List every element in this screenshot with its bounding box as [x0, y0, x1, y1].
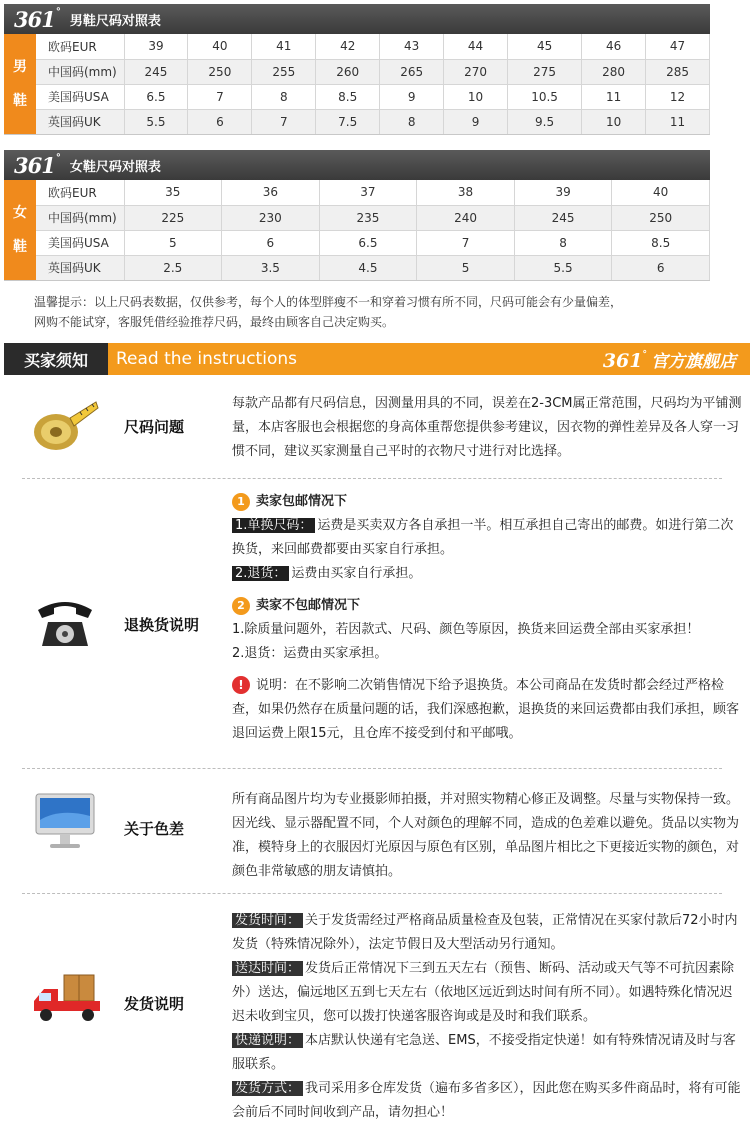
number-badge: 1: [232, 493, 250, 511]
size-tip: [34, 292, 724, 332]
size-row: [36, 34, 710, 59]
size-cell: 6: [188, 109, 252, 134]
size-cell: 225: [124, 205, 222, 230]
size-cell: 3.5: [222, 255, 320, 280]
size-cell: 260: [316, 59, 380, 84]
size-cell: 11: [582, 84, 646, 109]
divider: [22, 478, 722, 479]
color-notice-title: 关于色差: [124, 820, 185, 838]
size-cell: 35: [124, 180, 222, 205]
size-cell: 250: [612, 205, 710, 230]
size-cell: 230: [222, 205, 320, 230]
no-free-rule-1: 1.除质量问题外，若因款式、尺码、颜色等原因，换货来回运费全部由买家承担！: [232, 622, 700, 637]
size-cell: 36: [222, 180, 320, 205]
size-row-label: 英国码UK: [36, 109, 124, 134]
size-cell: 43: [380, 34, 444, 59]
size-cell: 7: [252, 109, 316, 134]
ship-time: 发货时间： 关于发货需经过严格商品质量检查及包装，正常情况在买家付款后72小时内发货（特殊情况除外），法定节假日及大型活动另行通知。: [232, 913, 738, 952]
size-cell: 7: [417, 230, 515, 255]
return-notice-text: [232, 490, 742, 746]
delivery-time: 送达时间： 发货后正常情况下三到五天左右（预售、断码、活动或天气等不可抗因素除外）送达，偏远地区五到七天左右（依地区远近到达时间有所不同）。如遇特殊化情况迟迟未收到宝贝，您可以拨打快递客服咨询或是及时和我们联系。: [232, 961, 735, 1024]
women-size-section: [4, 150, 710, 281]
size-row-label: 中国码(mm): [36, 59, 124, 84]
size-notice-text: 每款产品都有尺码信息，因测量用具的不同，误差在2-3CM属正常范围，尺码均为平铺测量，本店客服也会根据您的身高体重帮您提供参考建议，因衣物的弹性差异及各人穿一习惯不同，建议买家测量自己平时的衣物尺寸进行对比选择。: [232, 396, 742, 459]
size-cell: 270: [444, 59, 508, 84]
size-cell: 8.5: [316, 84, 380, 109]
size-row: [36, 59, 710, 84]
size-cell: 12: [646, 84, 710, 109]
size-cell: 38: [417, 180, 515, 205]
number-badge: 2: [232, 597, 250, 615]
men-size-section: [4, 4, 710, 135]
courier-note: 快递说明： 本店默认快递有宅急送、EMS，不接受指定快递！如有特殊情况请及时与客服联系。: [232, 1033, 736, 1072]
ship-method: 发货方式： 我司采用多仓库发货（遍布多省多区），因此您在购买多件商品时，将有可能会前后不同时间收到产品，请勿担心！: [232, 1081, 741, 1120]
size-row-label: 美国码USA: [36, 230, 124, 255]
size-row-label: 英国码UK: [36, 255, 124, 280]
men-gender-label: 男 鞋: [4, 34, 36, 134]
return-notice-title: 退换货说明: [124, 616, 200, 634]
size-cell: 39: [514, 180, 612, 205]
size-cell: 285: [646, 59, 710, 84]
women-size-title: 女鞋尺码对照表: [69, 159, 161, 175]
return-note: ! 说明：在不影响二次销售情况下给予退换货。本公司商品在发货时都会经过严格检查，如果仍然存在质量问题的话，我们深感抱歉，退换货的来回运费都由我们承担，顾客退回运费上限15元，且仓库不接受到付和平邮哦。: [232, 678, 740, 741]
size-row: [36, 84, 710, 109]
size-cell: 40: [612, 180, 710, 205]
size-row: [36, 205, 710, 230]
telephone-icon: [30, 592, 100, 654]
size-cell: 5.5: [124, 109, 188, 134]
size-cell: 8.5: [612, 230, 710, 255]
size-row: [36, 230, 710, 255]
size-cell: 275: [508, 59, 582, 84]
women-gender-label: 女 鞋: [4, 180, 36, 280]
size-cell: 7: [188, 84, 252, 109]
size-row: [36, 255, 710, 280]
size-cell: 39: [124, 34, 188, 59]
size-cell: 10.5: [508, 84, 582, 109]
return-rule: 2.退货： 运费由买家自行承担。: [232, 562, 742, 586]
size-cell: 11: [646, 109, 710, 134]
ship-notice-text: [232, 909, 742, 1125]
size-cell: 245: [124, 59, 188, 84]
size-cell: 6.5: [319, 230, 417, 255]
size-cell: 2.5: [124, 255, 222, 280]
size-cell: 37: [319, 180, 417, 205]
size-cell: 8: [514, 230, 612, 255]
size-cell: 240: [417, 205, 515, 230]
size-cell: 5: [124, 230, 222, 255]
size-cell: 265: [380, 59, 444, 84]
size-cell: 40: [188, 34, 252, 59]
size-cell: 9.5: [508, 109, 582, 134]
no-free-rule-2: 2.退货：运费由买家承担。: [232, 646, 388, 661]
banner-subtitle: Read the instructions: [116, 349, 297, 369]
size-cell: 255: [252, 59, 316, 84]
size-cell: 9: [380, 84, 444, 109]
tip-line: 温馨提示：以上尺码表数据，仅供参考，每个人的体型胖瘦不一和穿着习惯有所不同，尺码可能会有少量偏差，: [34, 295, 623, 309]
color-notice-text: 所有商品图片均为专业摄影师拍摄，并对照实物精心修正及调整。尽量与实物保持一致。因光线、显示器配置不同，个人对颜色的理解不同，造成的色差难以避免。货品以实物为准，模特身上的衣服因灯光原因与原色有区别，单品图片相比之下更接近实物的颜色，对颜色非常敏感的朋友请慎拍。: [232, 792, 740, 879]
brand-logo: 361°: [14, 6, 60, 32]
size-cell: 45: [508, 34, 582, 59]
size-cell: 8: [380, 109, 444, 134]
men-size-table: [36, 34, 710, 134]
size-cell: 280: [582, 59, 646, 84]
tape-measure-icon: [30, 396, 100, 460]
size-cell: 42: [316, 34, 380, 59]
size-cell: 250: [188, 59, 252, 84]
women-size-header: [4, 150, 710, 180]
size-cell: 245: [514, 205, 612, 230]
banner-title: 买家须知: [4, 343, 108, 375]
size-cell: 44: [444, 34, 508, 59]
size-row-label: 欧码EUR: [36, 180, 124, 205]
free-shipping-heading: 1 卖家包邮情况下: [232, 490, 742, 514]
buyer-notice-banner: [4, 343, 750, 375]
brand-logo: 361°: [14, 152, 60, 178]
no-free-shipping-heading: 2 卖家不包邮情况下: [232, 594, 742, 618]
size-cell: 8: [252, 84, 316, 109]
delivery-truck-icon: [30, 971, 106, 1031]
monitor-icon: [30, 790, 100, 858]
size-cell: 41: [252, 34, 316, 59]
size-cell: 10: [582, 109, 646, 134]
size-row-label: 中国码(mm): [36, 205, 124, 230]
women-size-table: [36, 180, 710, 280]
men-size-header: [4, 4, 710, 34]
exchange-rule: 1.单换尺码： 运费是买卖双方各自承担一半。相互承担自己寄出的邮费。如进行第二次换货，来回邮费都要由买家自行承担。: [232, 518, 734, 557]
size-row: [36, 180, 710, 205]
size-cell: 5: [417, 255, 515, 280]
size-row-label: 欧码EUR: [36, 34, 124, 59]
tip-line: 网购不能试穿，客服凭借经验推荐尺码，最终由顾客自己决定购买。: [34, 315, 395, 329]
size-cell: 10: [444, 84, 508, 109]
divider: [22, 893, 722, 894]
divider: [22, 768, 722, 769]
ship-notice-title: 发货说明: [124, 995, 185, 1013]
size-cell: 47: [646, 34, 710, 59]
size-cell: 6.5: [124, 84, 188, 109]
banner-brand: 361° 官方旗舰店: [602, 349, 736, 372]
men-size-title: 男鞋尺码对照表: [69, 13, 161, 29]
size-cell: 4.5: [319, 255, 417, 280]
size-cell: 46: [582, 34, 646, 59]
size-cell: 7.5: [316, 109, 380, 134]
size-cell: 5.5: [514, 255, 612, 280]
size-cell: 9: [444, 109, 508, 134]
size-notice-title: 尺码问题: [124, 418, 185, 436]
size-row-label: 美国码USA: [36, 84, 124, 109]
size-row: [36, 109, 710, 134]
size-cell: 6: [222, 230, 320, 255]
size-cell: 6: [612, 255, 710, 280]
size-cell: 235: [319, 205, 417, 230]
warning-icon: !: [232, 676, 250, 694]
